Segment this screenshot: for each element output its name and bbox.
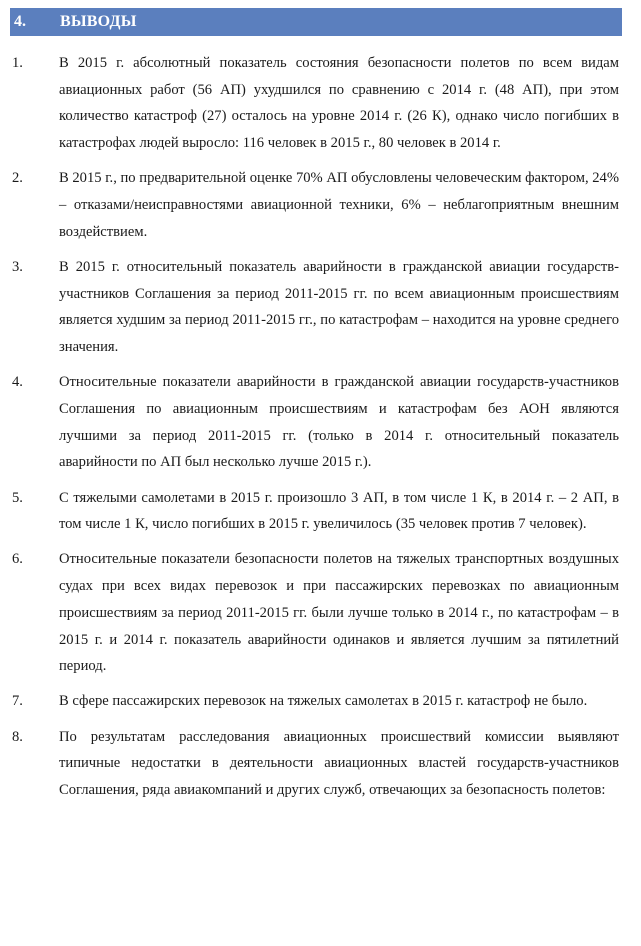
list-item-text: Относительные показатели аварийности в гражданской авиации государств-участников Соглашения по авиационным происшествиям и катастрофам без АОН являются лучшими за период 2011-2015 гг. (только в 2014 г. относительный показатель аварийности по АП был несколько лучше 2015 г.).	[59, 374, 619, 471]
list-item-number: 7.	[12, 693, 23, 710]
list-item-text: Относительные показатели безопасности полетов на тяжелых транспортных воздушных судах при всех видах перевозок и при пассажирских перевозках по авиационным происшествиям за период 2011-2015 гг. были лучше только в 2014 г., по катастрофам – в 2015 г. и 2014 г. показатель аварийности одинаков и является лучшим за пятилетний период.	[59, 551, 619, 675]
list-item	[0, 369, 641, 476]
list-item-number: 5.	[12, 489, 23, 506]
section-number: 4.	[14, 13, 26, 30]
list-item-text: С тяжелыми самолетами в 2015 г. произошло 3 АП, в том числе 1 К, в 2014 г. – 2 АП, в том числе 1 К, число погибших в 2015 г. увеличилось (35 человек против 7 человек).	[59, 489, 619, 533]
list-item-number: 3.	[12, 258, 23, 275]
list-item-text: По результатам расследования авиационных происшествий комиссии выявляют типичные недостатки в деятельности авиационных властей государств-участников Соглашения, ряда авиакомпаний и других служб, отвечающих за безопасность полетов:	[59, 728, 619, 799]
list-item	[0, 165, 641, 245]
list-item-number: 6.	[12, 551, 23, 568]
section-title: ВЫВОДЫ	[60, 13, 137, 30]
list-item-text: В 2015 г. относительный показатель аварийности в гражданской авиации государств-участников Соглашения за период 2011-2015 гг. по всем авиационным происшествиям является худшим за период 2011-2015 гг., по катастрофам – находится на уровне среднего значения.	[59, 258, 619, 356]
list-item	[0, 254, 641, 361]
list-item-number: 4.	[12, 374, 23, 391]
conclusions-list	[0, 50, 641, 812]
list-item-number: 2.	[12, 170, 23, 187]
list-item	[0, 688, 641, 715]
list-item-number: 8.	[12, 728, 23, 745]
list-item	[0, 724, 641, 804]
list-item	[0, 546, 641, 680]
list-item-text: В 2015 г., по предварительной оценке 70% АП обусловлены человеческим фактором, 24% – отказами/неисправностями авиационной техники, 6% – неблагоприятным внешним воздействием.	[59, 170, 619, 240]
list-item-number: 1.	[12, 55, 23, 71]
section-header	[10, 8, 622, 36]
list-item-text: В сфере пассажирских перевозок на тяжелых самолетах в 2015 г. катастроф не было.	[59, 693, 588, 710]
list-item	[0, 50, 641, 157]
list-item	[0, 485, 641, 538]
list-item-text: В 2015 г. абсолютный показатель состояния безопасности полетов по всем видам авиационных работ (56 АП) ухудшился по сравнению с 2014 г. (48 АП), при этом количество катастроф (27) осталось на уровне 2014 г. (26 К), однако число погибших в катастрофах людей выросло: 116 человек в 2015 г., 80 человек в 2014 г.	[59, 55, 619, 152]
